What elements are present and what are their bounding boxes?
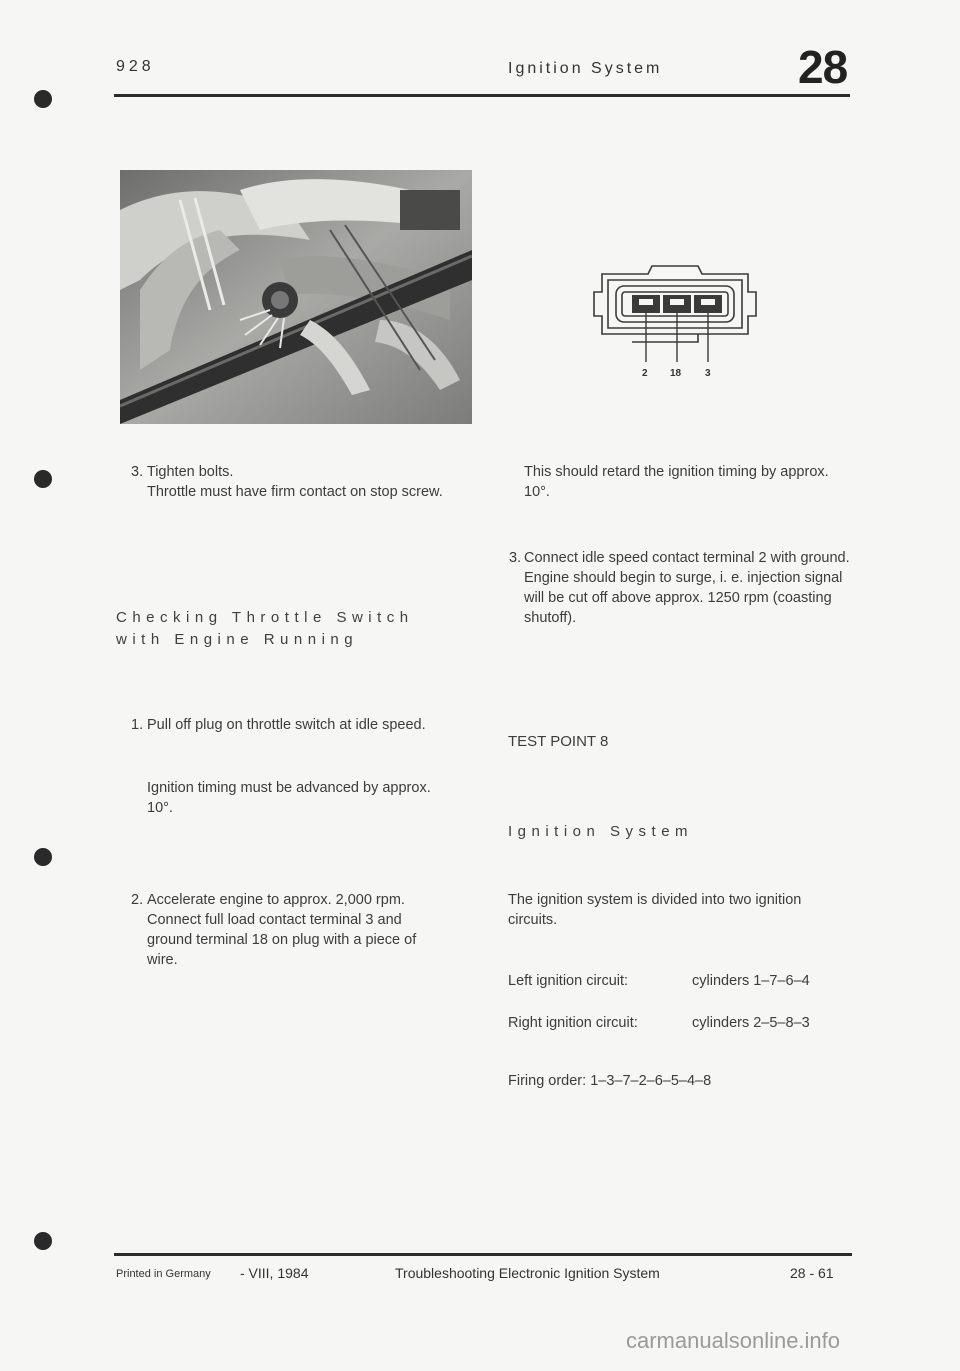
- left-step-3-number: 3.: [131, 464, 144, 480]
- header-rule: [114, 94, 850, 97]
- header-model: 928: [116, 58, 155, 75]
- binder-hole-1: [34, 90, 52, 108]
- left-heading-line1: Checking Throttle Switch: [116, 609, 414, 626]
- header-group-number: 28: [798, 41, 848, 93]
- left-step-2-text: Accelerate engine to approx. 2,000 rpm. Connect full load contact terminal 3 and ground terminal 18 on plug with a piece of wire.: [147, 892, 417, 968]
- left-step-3-text: Throttle must have firm contact on stop screw.: [147, 484, 443, 500]
- right-circuit-value: cylinders 2–5–8–3: [692, 1015, 810, 1031]
- pin-label-18: 18: [670, 368, 682, 379]
- footer-printed: Printed in Germany: [116, 1268, 211, 1280]
- left-step-3-line1: Tighten bolts.: [146, 464, 234, 480]
- binder-hole-2: [34, 470, 52, 488]
- left-step-1-number: 1.: [131, 717, 144, 733]
- left-step-3: [131, 462, 461, 482]
- pin-label-3: 3: [705, 368, 711, 379]
- left-circuit-label: Left ignition circuit:: [508, 973, 629, 989]
- right-circuit-label: Right ignition circuit:: [508, 1015, 638, 1031]
- test-point-label: TEST POINT 8: [508, 733, 609, 750]
- binder-hole-3: [34, 848, 52, 866]
- firing-order: Firing order: 1–3–7–2–6–5–4–8: [508, 1073, 712, 1089]
- watermark: carmanualsonline.info: [626, 1328, 841, 1353]
- section-heading-ignition-system: Ignition System: [508, 823, 694, 840]
- right-retard-note: This should retard the ignition timing by approx. 10°.: [524, 464, 829, 500]
- footer-document-title: Troubleshooting Electronic Ignition System: [395, 1265, 660, 1281]
- footer-page-number: 28 - 61: [790, 1265, 834, 1281]
- left-heading-line2: with Engine Running: [116, 631, 359, 648]
- ignition-intro: The ignition system is divided into two ignition circuits.: [508, 892, 802, 928]
- binder-hole-4: [34, 1232, 52, 1250]
- right-step-3-number: 3.: [509, 550, 522, 566]
- header-title: Ignition System: [508, 60, 663, 77]
- engine-photo: [120, 170, 472, 424]
- right-step-3-text: Connect idle speed contact terminal 2 with ground. Engine should begin to surge, i. e. injection signal will be cut off above approx. 1250 rpm (coasting shutoff).: [524, 550, 850, 626]
- pin-label-2: 2: [642, 368, 648, 379]
- footer-rule: [114, 1253, 852, 1256]
- left-step-1-note: Ignition timing must be advanced by approx. 10°.: [147, 780, 431, 816]
- footer-edition: - VIII, 1984: [240, 1265, 309, 1281]
- left-step-2-number: 2.: [131, 892, 144, 908]
- left-step-1-text: Pull off plug on throttle switch at idle speed.: [147, 717, 426, 733]
- left-circuit-value: cylinders 1–7–6–4: [692, 973, 810, 989]
